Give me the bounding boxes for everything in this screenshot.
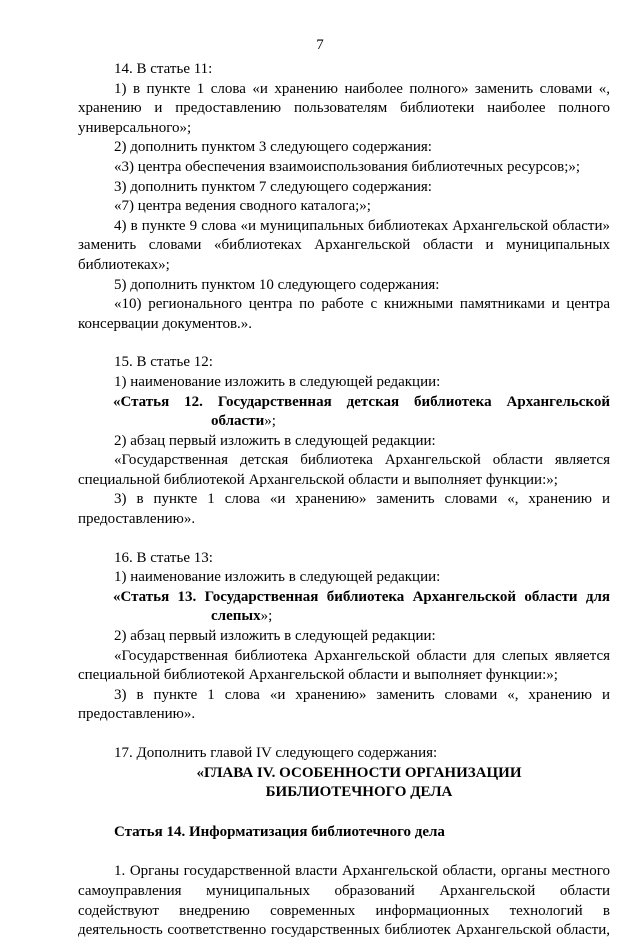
paragraph-spacer <box>78 334 610 353</box>
paragraph: 15. В статье 12: <box>114 354 213 371</box>
document-body <box>78 60 610 941</box>
paragraph-spacer <box>78 803 610 823</box>
article-heading: Статья 14. Информатизация библиотечного дела <box>114 823 445 840</box>
article-number: «Статья 12. <box>113 393 203 410</box>
paragraph: 1) наименование изложить в следующей редакции: <box>114 569 441 586</box>
chapter-heading: «ГЛАВА IV. ОСОБЕННОСТИ ОРГАНИЗАЦИИ <box>196 764 522 781</box>
paragraph: 1. Органы государственной власти Архангельской области, органы местного самоуправления муниципальных образований Архангельской области содействуют внедрению современных информационных технологий в деятельность соответственно государственных библиотек Архангельской области, <box>78 863 610 939</box>
chapter-heading: БИБЛИОТЕЧНОГО ДЕЛА <box>265 784 453 801</box>
paragraph: 3) дополнить пунктом 7 следующего содержания: <box>114 178 432 195</box>
paragraph: «3) центра обеспечения взаимоиспользования библиотечных ресурсов;»; <box>114 158 581 175</box>
page-number: 7 <box>316 37 324 53</box>
paragraph: 2) абзац первый изложить в следующей редакции: <box>114 432 436 449</box>
paragraph: 16. В статье 13: <box>114 549 213 566</box>
paragraph: 2) дополнить пунктом 3 следующего содержания: <box>114 139 432 156</box>
paragraph: 2) абзац первый изложить в следующей редакции: <box>114 628 436 645</box>
paragraph: 1) в пункте 1 слова «и хранению наиболее полного» заменить словами «, хранению и предоставлению пользователям библиотеки наиболее полного универсального»; <box>78 80 610 136</box>
paragraph: «10) регионального центра по работе с книжными памятниками и центра консервации документов.». <box>78 296 610 332</box>
paragraph-spacer <box>78 842 610 862</box>
article-title-text: Государственная детская библиотека Архангельской области <box>211 393 610 430</box>
paragraph-spacer <box>78 725 610 744</box>
article-title-amendment <box>78 393 610 432</box>
paragraph: 4) в пункте 9 слова «и муниципальных библиотеках Архангельской области» заменить словами «библиотеках Архангельской области и муниципальных библиотеках»; <box>78 217 610 273</box>
article-title-text: Государственная библиотека Архангельской области для слепых <box>204 588 610 625</box>
paragraph: «Государственная детская библиотека Архангельской области является специальной библиотекой Архангельской области и выполняет функции:»; <box>78 452 610 488</box>
paragraph-spacer <box>78 530 610 549</box>
article-number: «Статья 13. <box>113 588 197 605</box>
paragraph: 14. В статье 11: <box>114 61 213 77</box>
article-title-tail: »; <box>260 608 273 625</box>
paragraph: 3) в пункте 1 слова «и хранению» заменить словами «, хранению и предоставлению». <box>78 491 610 528</box>
paragraph: «Государственная библиотека Архангельской области для слепых является специальной библиотекой Архангельской области и выполняет функции:»; <box>78 647 610 684</box>
article-title-tail: »; <box>264 413 276 430</box>
paragraph: «7) центра ведения сводного каталога;»; <box>114 198 371 215</box>
paragraph: 1) наименование изложить в следующей редакции: <box>114 373 441 390</box>
paragraph: 3) в пункте 1 слова «и хранению» заменить словами «, хранению и предоставлению». <box>78 686 610 723</box>
paragraph: 17. Дополнить главой IV следующего содержания: <box>114 745 438 761</box>
article-title-amendment <box>78 588 610 627</box>
paragraph: 5) дополнить пунктом 10 следующего содержания: <box>114 276 440 293</box>
